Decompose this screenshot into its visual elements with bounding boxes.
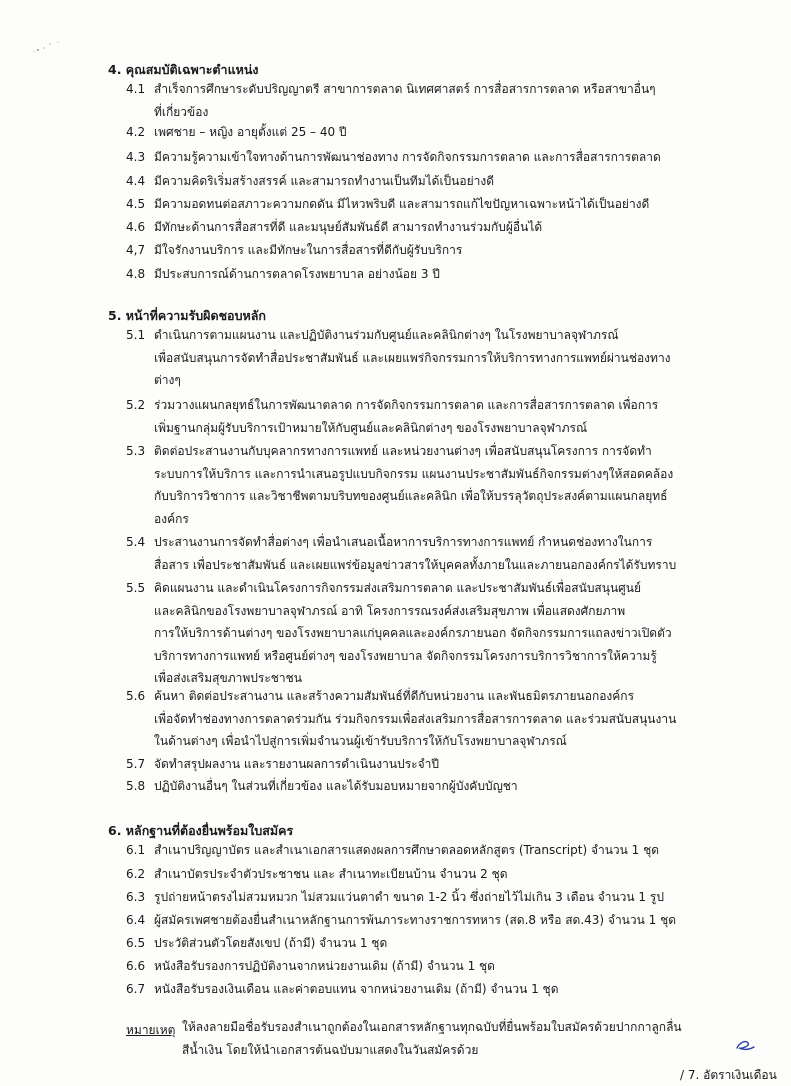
section-title: 6. หลักฐานที่ต้องยื่นพร้อมใบสมัคร [108,823,294,838]
item-number: 6.1 [126,843,146,857]
item-number: 5.2 [126,398,146,412]
item-number: 4.8 [126,267,146,281]
item-line: สำเร็จการศึกษาระดับปริญญาตรี สาขาการตลาด นิเทศศาสตร์ การสื่อสารการตลาด หรือสาขาอื่นๆ [154,82,656,96]
item-number: 4.6 [126,220,146,234]
item-number: 6.7 [126,982,146,996]
note-text [182,1016,692,1061]
scan-specks [28,30,78,60]
item-line: ผู้สมัครเพศชายต้องยื่นสำเนาหลักฐานการพ้นภาระทางราชการทหาร (สด.8 หรือ สด.43) จำนวน 1 ชุด [154,913,677,927]
item-number: 4.5 [126,197,146,211]
item-line: ค้นหา ติดต่อประสานงาน และสร้างความสัมพันธ์ที่ดีกับหน่วยงาน และพันธมิตรภายนอกองค์กร [154,689,635,703]
item-number: 4.4 [126,174,146,188]
item-number: 5.3 [126,444,146,458]
item-line: การให้บริการด้านต่างๆ ของโรงพยาบาลแก่บุคคลและองค์กรภายนอก จัดกิจกรรมการแถลงข่าวเปิดตัว [154,626,672,640]
item-line: บริการทางการแพทย์ หรือศูนย์ต่างๆ ของโรงพยาบาล จัดกิจกรรมโครงการบริการวิชาการให้ความรู้ [154,648,657,663]
item-number: 4,7 [126,243,146,257]
section-title: 5. หน้าที่ความรับผิดชอบหลัก [108,308,266,323]
item-number: 6.4 [126,913,146,927]
item-number: 4.1 [126,82,146,96]
item-line: หนังสือรับรองเงินเดือน และค่าตอบแทน จากหน่วยงานเดิม (ถ้ามี) จำนวน 1 ชุด [154,982,559,996]
item-line: สำเนาบัตรประจำตัวประชาชน และ สำเนาทะเบียนบ้าน จำนวน 2 ชุด [154,867,508,881]
item-line: คิดแผนงาน และดำเนินโครงการกิจกรรมส่งเสริมการตลาด และประชาสัมพันธ์เพื่อสนับสนุนศูนย์ [154,581,642,595]
item-line: มีความคิดริเริ่มสร้างสรรค์ และสามารถทำงานเป็นทีมได้เป็นอย่างดี [154,174,494,188]
item-number: 6.5 [126,936,146,950]
item-number: 5.6 [126,689,146,703]
item-number: 5.5 [126,581,146,595]
item-line: ติดต่อประสานงานกับบุคลากรทางการแพทย์ และหน่วยงานต่างๆ เพื่อสนับสนุนโครงการ การจัดทำ [154,444,652,458]
item-number: 5.4 [126,535,146,549]
item-line: รูปถ่ายหน้าตรงไม่สวมหมวก ไม่สวมแว่นตาดำ ขนาด 1-2 นิ้ว ซึ่งถ่ายไว้ไม่เกิน 3 เดือน จำนวน 1 รูป [154,890,664,904]
item-number: 6.2 [126,867,146,881]
section-title: 4. คุณสมบัติเฉพาะตำแหน่ง [108,62,259,77]
item-number: 5.7 [126,757,146,771]
item-line: มีใจรักงานบริการ และมีทักษะในการสื่อสารที่ดีกับผู้รับบริการ [154,243,463,257]
item-number: 6.3 [126,890,146,904]
item-line: ดำเนินการตามแผนงาน และปฏิบัติงานร่วมกับศูนย์และคลินิกต่างๆ ในโรงพยาบาลจุฬาภรณ์ [154,328,619,342]
item-line: มีประสบการณ์ด้านการตลาดโรงพยาบาล อย่างน้อย 3 ปี [154,267,440,281]
item-line: มีความอดทนต่อสภาวะความกดดัน มีไหวพริบดี และสามารถแก้ไขปัญหาเฉพาะหน้าได้เป็นอย่างดี [154,197,650,211]
item-line: ต่างๆ [154,373,181,387]
item-line: ประสานงานการจัดทำสื่อต่างๆ เพื่อนำเสนอเนื้อหาการบริการทางการแพทย์ กำหนดช่องทางในการ [154,535,653,549]
item-line: ปฏิบัติงานอื่นๆ ในส่วนที่เกี่ยวข้อง และได้รับมอบหมายจากผู้บังคับบัญชา [154,779,518,793]
item-line: กับบริการวิชาการ และวิชาชีพตามบริบทของศูนย์และคลินิก เพื่อให้บรรลุวัตถุประสงค์ตามแผนกลยุทธ์ [154,489,668,503]
note-label: หมายเหตุ [126,1023,176,1037]
item-line: ประวัติส่วนตัวโดยสังเขป (ถ้ามี) จำนวน 1 ชุด [154,936,388,950]
item-line: เพื่อส่งเสริมสุขภาพประชาชน [154,671,303,685]
item-line: องค์กร [154,511,189,526]
item-line: เพศชาย – หญิง อายุตั้งแต่ 25 – 40 ปี [154,125,347,139]
item-number: 4.2 [126,125,146,139]
item-number: 5.8 [126,779,146,793]
item-line: เพื่อจัดทำช่องทางการตลาดร่วมกัน ร่วมกิจกรรมเพื่อส่งเสริมการสื่อสารการตลาด และร่วมสนับสนุนงาน [154,711,677,726]
item-line: สื่อสาร เพื่อประชาสัมพันธ์ และเผยแพร่ข้อมูลข่าวสารให้บุคคลทั้งภายในและภายนอกองค์กรได้รับทราบ [154,557,677,572]
item-number: 4.3 [126,150,146,164]
item-line: เพื่อสนับสนุนการจัดทำสื่อประชาสัมพันธ์ และเผยแพร่กิจกรรมการให้บริการทางการแพทย์ผ่านช่องทาง [154,350,671,365]
note-line: สีน้ำเงิน โดยให้นำเอกสารต้นฉบับมาแสดงในวันสมัครด้วย [182,1042,479,1057]
item-line: มีความรู้ความเข้าใจทางด้านการพัฒนาช่องทาง การจัดกิจกรรมการตลาด และการสื่อสารการตลาด [154,150,661,164]
item-line: หนังสือรับรองการปฏิบัติงานจากหน่วยงานเดิม (ถ้ามี) จำนวน 1 ชุด [154,959,495,973]
signature-mark-icon [734,1038,756,1052]
item-line: จัดทำสรุปผลงาน และรายงานผลการดำเนินงานประจำปี [154,757,439,771]
page-footer: / 7. อัตราเงินเดือน [680,1068,777,1082]
item-number: 5.1 [126,328,146,342]
item-line: ระบบการให้บริการ และการนำเสนอรูปแบบกิจกรรม แผนงานประชาสัมพันธ์กิจกรรมต่างๆให้สอดคล้อง [154,466,674,481]
item-line: เพิ่มฐานกลุ่มผู้รับบริการเป้าหมายให้กับศูนย์และคลินิกต่างๆ ของโรงพยาบาลจุฬาภรณ์ [154,420,588,435]
note-line: ให้ลงลายมือชื่อรับรองสำเนาถูกต้องในเอกสารหลักฐานทุกฉบับที่ยื่นพร้อมใบสมัครด้วยปากกาลูกลื่น [182,1020,682,1034]
item-line: ร่วมวางแผนกลยุทธ์ในการพัฒนาตลาด การจัดกิจกรรมการตลาด และการสื่อสารการตลาด เพื่อการ [154,398,659,412]
item-line: ที่เกี่ยวข้อง [154,104,209,119]
item-line: ในด้านต่างๆ เพื่อนำไปสู่การเพิ่มจำนวนผู้เข้ารับบริการให้กับโรงพยาบาลจุฬาภรณ์ [154,734,567,748]
item-line: มีทักษะด้านการสื่อสารที่ดี และมนุษย์สัมพันธ์ดี สามารถทำงานร่วมกับผู้อื่นได้ [154,220,543,234]
item-line: และคลินิกของโรงพยาบาลจุฬาภรณ์ อาทิ โครงการรณรงค์ส่งเสริมสุขภาพ เพื่อแสดงศักยภาพ [154,603,626,618]
item-number: 6.6 [126,959,146,973]
item-line: สำเนาปริญญาบัตร และสำเนาเอกสารแสดงผลการศึกษาตลอดหลักสูตร (Transcript) จำนวน 1 ชุด [154,843,660,857]
